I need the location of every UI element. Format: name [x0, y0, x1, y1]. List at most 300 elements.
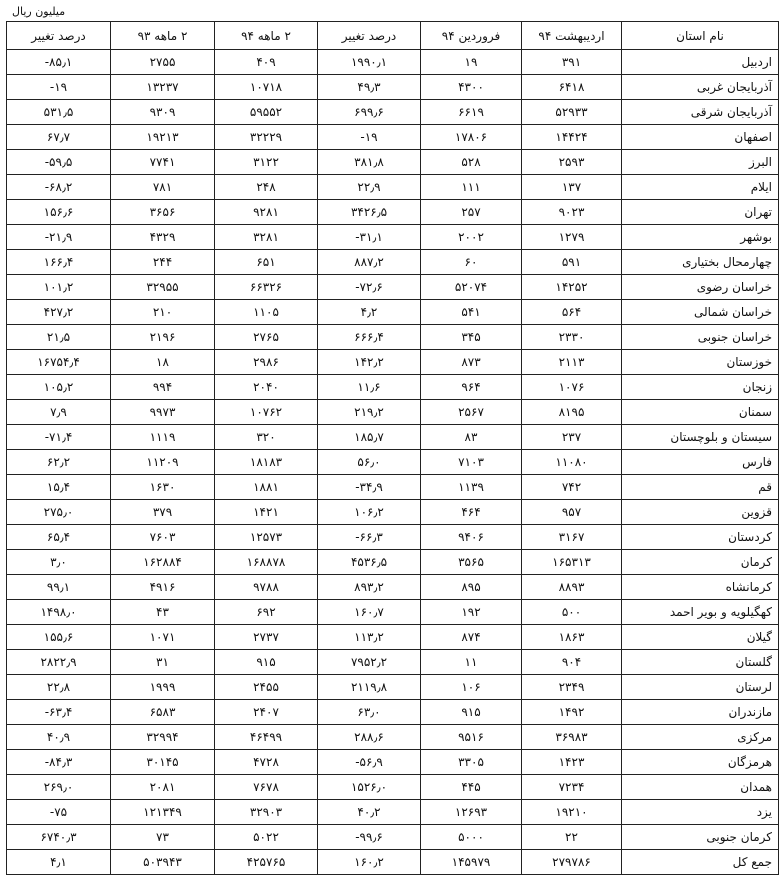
value-cell — [522, 650, 622, 675]
value-cell — [215, 125, 318, 150]
cell-value: ۷۵- — [49, 805, 68, 819]
value-cell — [421, 350, 522, 375]
value-cell — [7, 325, 111, 350]
value-cell — [7, 125, 111, 150]
cell-value: ۱۶۰٫۲ — [354, 855, 384, 869]
cell-value: ۳۸۱٫۸ — [354, 155, 384, 169]
cell-value: ۲۷۵۵ — [149, 55, 176, 69]
value-cell — [318, 300, 421, 325]
cell-value: ۱۰۷۶۲ — [249, 405, 283, 419]
cell-value: ۲۵۷ — [461, 205, 481, 219]
value-cell — [318, 50, 421, 75]
cell-value: ۶۷٫۷ — [46, 130, 71, 144]
value-cell — [7, 650, 111, 675]
value-cell — [111, 850, 215, 875]
table-row — [7, 650, 779, 675]
cell-value: ۵۰۲۲ — [253, 830, 279, 844]
cell-value: ۲۲ — [565, 830, 578, 844]
table-row — [7, 750, 779, 775]
value-cell — [318, 725, 421, 750]
value-cell — [7, 825, 111, 850]
value-cell — [111, 725, 215, 750]
cell-value: ۲۳۷ — [561, 430, 582, 444]
value-cell — [522, 550, 622, 575]
cell-value: ۴۰۹ — [256, 55, 276, 69]
cell-value: ۶۷۴۰٫۳ — [40, 830, 77, 844]
cell-value: ۵۰۰ — [561, 605, 582, 619]
cell-value: ۷۸۱ — [152, 180, 173, 194]
cell-value: ۶۶٫۳- — [355, 530, 383, 544]
province-name-cell: تهران — [622, 200, 779, 225]
cell-value: ۱۱۰۸۰ — [555, 455, 588, 469]
value-cell — [421, 800, 522, 825]
value-cell — [7, 475, 111, 500]
province-name-cell: خوزستان — [622, 350, 779, 375]
value-cell — [215, 200, 318, 225]
unit-label: میلیون ریال — [12, 5, 66, 18]
value-cell — [111, 75, 215, 100]
cell-value: ۳۷۹ — [152, 505, 173, 519]
value-cell — [318, 75, 421, 100]
table-row — [7, 350, 779, 375]
cell-value: ۳۱ — [156, 655, 169, 669]
province-name-cell: آذربایجان غربی — [622, 75, 779, 100]
value-cell — [111, 450, 215, 475]
value-cell — [522, 800, 622, 825]
value-cell — [215, 375, 318, 400]
value-cell — [421, 575, 522, 600]
value-cell — [421, 125, 522, 150]
cell-value: ۱۶۵۳۱۳ — [552, 555, 591, 569]
table-row — [7, 325, 779, 350]
cell-value: ۷٫۹ — [50, 405, 67, 419]
value-cell — [7, 600, 111, 625]
column-header: ۲ ماهه ۹۴ — [215, 22, 318, 50]
value-cell — [318, 175, 421, 200]
table-row — [7, 200, 779, 225]
value-cell — [522, 500, 622, 525]
cell-value: ۲۱٫۵ — [46, 330, 71, 344]
value-cell — [7, 525, 111, 550]
value-cell — [421, 400, 522, 425]
cell-value: ۶۸٫۲- — [44, 180, 73, 194]
value-cell — [215, 825, 318, 850]
cell-value: ۴۰٫۲ — [357, 805, 381, 819]
table-row — [7, 400, 779, 425]
cell-value: ۹۱۵ — [256, 655, 276, 669]
value-cell — [421, 450, 522, 475]
cell-value: ۱۹- — [49, 80, 68, 94]
value-cell — [421, 725, 522, 750]
cell-value: ۱۳۲۳۷ — [146, 80, 179, 94]
cell-value: ۶۹۲ — [256, 605, 276, 619]
cell-value: ۶۴۱۸ — [558, 80, 585, 94]
cell-value: ۱۹۹۹ — [149, 680, 176, 694]
value-cell — [215, 525, 318, 550]
value-cell — [7, 725, 111, 750]
column-header: درصد تغییر — [7, 22, 111, 50]
cell-value: ۱۵۵٫۶ — [43, 630, 74, 644]
value-cell — [318, 250, 421, 275]
cell-value: ۱۰۶٫۲ — [354, 505, 384, 519]
value-cell — [111, 150, 215, 175]
cell-value: ۱۴۲٫۲ — [354, 355, 384, 369]
cell-value: ۱۱۳۹ — [458, 480, 484, 494]
provinces-table — [6, 21, 779, 875]
value-cell — [7, 575, 111, 600]
value-cell — [421, 250, 522, 275]
table-row — [7, 700, 779, 725]
value-cell — [522, 575, 622, 600]
cell-value: ۲۴۵۵ — [253, 680, 279, 694]
table-body — [7, 50, 779, 875]
table-row — [7, 225, 779, 250]
value-cell — [318, 225, 421, 250]
cell-value: ۵۹۱ — [561, 255, 582, 269]
value-cell — [215, 600, 318, 625]
value-cell — [522, 775, 622, 800]
cell-value: ۴۴۵ — [461, 780, 481, 794]
table-row — [7, 575, 779, 600]
cell-value: ۹۳۰۹ — [149, 105, 176, 119]
cell-value: ۵۹٫۵- — [44, 155, 73, 169]
value-cell — [522, 725, 622, 750]
value-cell — [111, 350, 215, 375]
value-cell — [215, 550, 318, 575]
province-name-cell: مرکزی — [622, 725, 779, 750]
cell-value: ۸۹۳٫۲ — [354, 580, 384, 594]
province-name-cell: مازندران — [622, 700, 779, 725]
cell-value: ۲۷۵٫۰ — [43, 505, 74, 519]
value-cell — [215, 725, 318, 750]
province-name-cell: همدان — [622, 775, 779, 800]
table-row — [7, 250, 779, 275]
cell-value: ۹۹۷۳ — [149, 405, 176, 419]
province-name-cell: چهارمحال بختیاری — [622, 250, 779, 275]
cell-value: ۲۳۴۹ — [558, 680, 585, 694]
value-cell — [7, 750, 111, 775]
cell-value: ۱۸۱۸۳ — [249, 455, 283, 469]
province-name-cell: خراسان جنوبی — [622, 325, 779, 350]
cell-value: ۱۹۹۰٫۱ — [350, 55, 388, 69]
value-cell — [7, 150, 111, 175]
cell-value: ۱۹ — [464, 55, 478, 69]
cell-value: ۱۴۲۳ — [558, 755, 585, 769]
value-cell — [111, 300, 215, 325]
cell-value: ۶۵٫۴ — [46, 530, 71, 544]
value-cell — [215, 500, 318, 525]
table-row — [7, 75, 779, 100]
cell-value: ۴۰٫۹ — [46, 730, 71, 744]
value-cell — [111, 650, 215, 675]
cell-value: ۶۳٫۰ — [357, 705, 381, 719]
value-cell — [421, 700, 522, 725]
cell-value: ۳۲۹۰۳ — [249, 805, 283, 819]
value-cell — [111, 550, 215, 575]
table-header-row — [7, 22, 779, 50]
value-cell — [421, 850, 522, 875]
cell-value: ۱۹۲ — [461, 605, 481, 619]
value-cell — [111, 625, 215, 650]
value-cell — [215, 250, 318, 275]
cell-value: ۴۷۲۸ — [253, 755, 279, 769]
cell-value: ۲۰۸۱ — [149, 780, 176, 794]
value-cell — [111, 475, 215, 500]
value-cell — [318, 675, 421, 700]
cell-value: ۵۲۸ — [461, 155, 481, 169]
cell-value: ۲۸۸٫۶ — [354, 730, 384, 744]
cell-value: ۱۶۸۸۷۸ — [246, 555, 286, 569]
value-cell — [522, 750, 622, 775]
value-cell — [522, 325, 622, 350]
value-cell — [111, 575, 215, 600]
cell-value: ۱۶۷۵۴٫۴ — [37, 355, 80, 369]
cell-value: ۸۳ — [464, 430, 478, 444]
cell-value: ۴٫۱ — [50, 855, 67, 869]
province-name-cell: البرز — [622, 150, 779, 175]
table-row — [7, 125, 779, 150]
cell-value: ۲۷۹۷۸۶ — [552, 855, 591, 869]
value-cell — [318, 375, 421, 400]
cell-value: ۱۱۱ — [461, 180, 481, 194]
cell-value: ۱۲۵۷۳ — [249, 530, 283, 544]
province-name-cell: خراسان شمالی — [622, 300, 779, 325]
value-cell — [111, 200, 215, 225]
cell-value: ۸۸۷٫۲ — [354, 255, 384, 269]
value-cell — [522, 100, 622, 125]
value-cell — [215, 425, 318, 450]
value-cell — [7, 75, 111, 100]
value-cell — [522, 75, 622, 100]
value-cell — [421, 100, 522, 125]
cell-value: ۳۲۰ — [256, 430, 276, 444]
value-cell — [522, 150, 622, 175]
cell-value: ۹۰۴ — [561, 655, 582, 669]
value-cell — [318, 700, 421, 725]
table-row — [7, 175, 779, 200]
total-row — [7, 850, 779, 875]
cell-value: ۱۲۶۹۳ — [454, 805, 488, 819]
cell-value: ۷۲٫۶- — [355, 280, 383, 294]
value-cell — [522, 400, 622, 425]
value-cell — [7, 850, 111, 875]
value-cell — [421, 175, 522, 200]
cell-value: ۹۵۷ — [561, 505, 582, 519]
province-name-cell: لرستان — [622, 675, 779, 700]
cell-value: ۲۸۲۲٫۹ — [40, 655, 77, 669]
cell-value: ۱۸۶۳ — [558, 630, 585, 644]
province-name-cell: بوشهر — [622, 225, 779, 250]
cell-value: ۱۵۶٫۶ — [43, 205, 74, 219]
cell-value: ۱۰۷۶ — [558, 380, 585, 394]
cell-value: ۳۰۱۴۵ — [146, 755, 179, 769]
value-cell — [7, 250, 111, 275]
value-cell — [522, 300, 622, 325]
value-cell — [215, 450, 318, 475]
value-cell — [421, 625, 522, 650]
value-cell — [318, 600, 421, 625]
value-cell — [215, 150, 318, 175]
cell-value: ۲۱۰ — [152, 305, 173, 319]
value-cell — [215, 750, 318, 775]
cell-value: ۱۴۲۱ — [253, 505, 279, 519]
cell-value: ۳۴۲۶٫۵ — [350, 205, 388, 219]
cell-value: ۹۵۱۶ — [458, 730, 484, 744]
cell-value: ۲۵۹۳ — [558, 155, 585, 169]
cell-value: ۳۱۲۲ — [253, 155, 279, 169]
cell-value: ۲۹۸۶ — [253, 355, 279, 369]
value-cell — [215, 225, 318, 250]
province-name-cell: گلستان — [622, 650, 779, 675]
province-name-cell: کرمان جنوبی — [622, 825, 779, 850]
value-cell — [522, 425, 622, 450]
value-cell — [7, 225, 111, 250]
cell-value: ۶۲٫۲ — [46, 455, 71, 469]
value-cell — [522, 600, 622, 625]
value-cell — [522, 700, 622, 725]
value-cell — [522, 125, 622, 150]
value-cell — [111, 800, 215, 825]
value-cell — [215, 700, 318, 725]
cell-value: ۵۳۱٫۵ — [43, 105, 74, 119]
value-cell — [522, 50, 622, 75]
cell-value: ۱۱۰۵ — [253, 305, 279, 319]
cell-value: ۲۱۱۹٫۸ — [350, 680, 388, 694]
cell-value: ۵۲۰۷۴ — [454, 280, 488, 294]
value-cell — [421, 500, 522, 525]
column-header: ۲ ماهه ۹۳ — [111, 22, 215, 50]
cell-value: ۸۷۳ — [461, 355, 481, 369]
value-cell — [111, 225, 215, 250]
cell-value: ۹۰۲۳ — [558, 205, 585, 219]
column-header: نام استان — [622, 22, 779, 50]
value-cell — [421, 750, 522, 775]
value-cell — [421, 675, 522, 700]
cell-value: ۲۵۶۷ — [458, 405, 484, 419]
value-cell — [215, 650, 318, 675]
cell-value: ۱۵۲۶٫۰ — [350, 780, 388, 794]
cell-value: ۱۶۰٫۷ — [354, 605, 384, 619]
cell-value: ۱۴۲۵۲ — [555, 280, 588, 294]
value-cell — [215, 800, 318, 825]
cell-value: ۲۱۱۳ — [558, 355, 585, 369]
table-row — [7, 600, 779, 625]
cell-value: ۹۱۵ — [461, 705, 481, 719]
cell-value: ۱۱ — [464, 655, 478, 669]
cell-value: ۱۲۷۹ — [558, 230, 585, 244]
cell-value: ۲۰۴۰ — [253, 380, 279, 394]
value-cell — [215, 475, 318, 500]
cell-value: ۱۱۲۰۹ — [146, 455, 179, 469]
value-cell — [522, 350, 622, 375]
table-row — [7, 150, 779, 175]
province-name-cell: اصفهان — [622, 125, 779, 150]
cell-value: ۷۶۰۳ — [149, 530, 176, 544]
cell-value: ۳۲۸۱ — [253, 230, 279, 244]
value-cell — [111, 50, 215, 75]
value-cell — [522, 475, 622, 500]
cell-value: ۴۶۴۹۹ — [249, 730, 283, 744]
value-cell — [522, 275, 622, 300]
cell-value: ۶۰ — [464, 255, 478, 269]
table-row — [7, 425, 779, 450]
value-cell — [7, 800, 111, 825]
value-cell — [421, 75, 522, 100]
province-name-cell: گیلان — [622, 625, 779, 650]
value-cell — [111, 500, 215, 525]
cell-value: ۱۵٫۴ — [46, 480, 71, 494]
cell-value: ۲۱٫۹- — [44, 230, 73, 244]
value-cell — [111, 775, 215, 800]
cell-value: ۸۱۹۵ — [558, 405, 585, 419]
value-cell — [522, 625, 622, 650]
province-name-cell: کردستان — [622, 525, 779, 550]
value-cell — [111, 700, 215, 725]
cell-value: ۶۹۹٫۶ — [354, 105, 384, 119]
value-cell — [522, 375, 622, 400]
value-cell — [318, 475, 421, 500]
value-cell — [111, 175, 215, 200]
cell-value: ۱۱۱۹ — [149, 430, 176, 444]
province-name-cell: کرمان — [622, 550, 779, 575]
cell-value: ۱۹- — [360, 130, 378, 144]
cell-value: ۹۷۸۸ — [253, 580, 279, 594]
value-cell — [522, 675, 622, 700]
cell-value: ۶۳٫۴- — [44, 705, 73, 719]
cell-value: ۳٫۰ — [50, 555, 67, 569]
cell-value: ۴۳۲۹ — [149, 230, 176, 244]
value-cell — [215, 350, 318, 375]
value-cell — [7, 550, 111, 575]
cell-value: ۱۲۱۳۴۹ — [143, 805, 182, 819]
value-cell — [215, 325, 318, 350]
province-name-cell: قزوین — [622, 500, 779, 525]
table-row — [7, 550, 779, 575]
table-row — [7, 100, 779, 125]
cell-value: ۵۶۴ — [561, 305, 582, 319]
cell-value: ۴۲۵۷۶۵ — [246, 855, 286, 869]
cell-value: ۲۱۹۶ — [149, 330, 176, 344]
value-cell — [7, 400, 111, 425]
value-cell — [318, 350, 421, 375]
table-row — [7, 525, 779, 550]
value-cell — [421, 225, 522, 250]
value-cell — [318, 775, 421, 800]
table-row — [7, 725, 779, 750]
cell-value: ۲۰۰۲ — [458, 230, 484, 244]
cell-value: ۹۹٫۶- — [355, 830, 383, 844]
value-cell — [7, 350, 111, 375]
cell-value: ۱۶۶٫۴ — [43, 255, 74, 269]
value-cell — [318, 100, 421, 125]
cell-value: ۹۹۴ — [152, 380, 173, 394]
cell-value: ۲۴۸ — [256, 180, 276, 194]
cell-value: ۱۸ — [156, 355, 169, 369]
value-cell — [318, 450, 421, 475]
value-cell — [421, 200, 522, 225]
value-cell — [522, 175, 622, 200]
cell-value: ۸۹۵ — [461, 580, 481, 594]
value-cell — [318, 125, 421, 150]
cell-value: ۱۷۸۰۶ — [454, 130, 488, 144]
value-cell — [215, 175, 318, 200]
cell-value: ۳۵۶۵ — [458, 555, 484, 569]
value-cell — [7, 675, 111, 700]
cell-value: ۳۶۹۸۳ — [555, 730, 588, 744]
cell-value: ۳۱٫۱- — [355, 230, 383, 244]
value-cell — [318, 525, 421, 550]
value-cell — [111, 375, 215, 400]
